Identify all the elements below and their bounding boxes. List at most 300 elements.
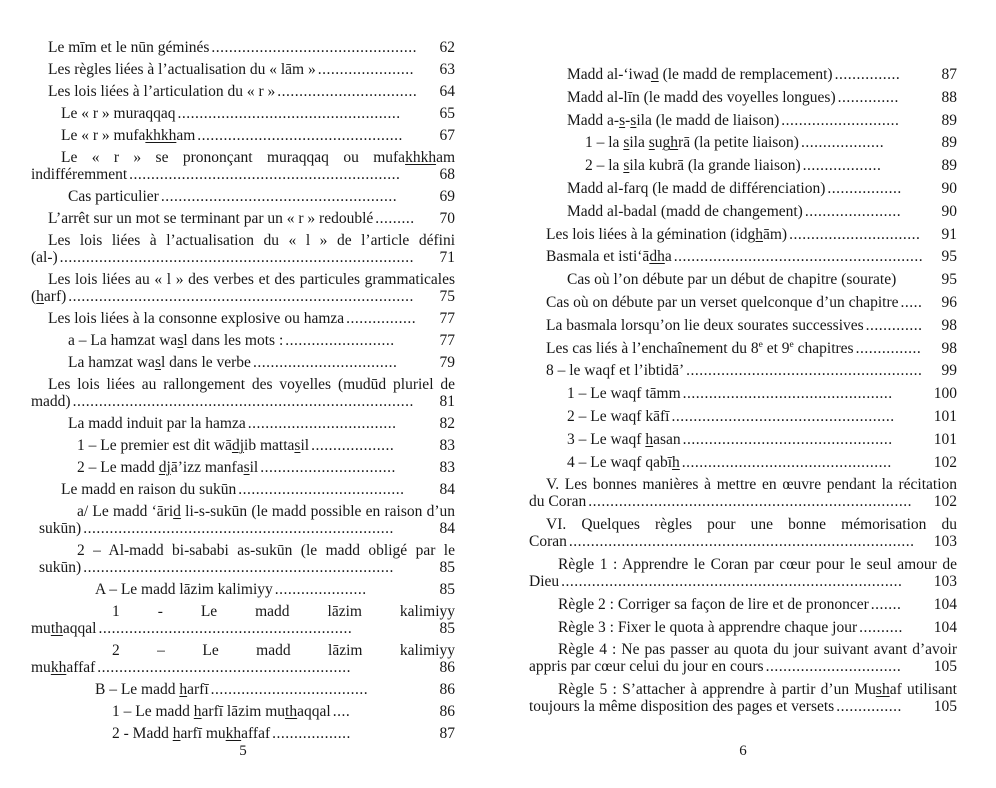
dot-leader: .............................................................. xyxy=(129,166,401,183)
toc-entry xyxy=(31,310,455,327)
text-run: li-s-sukūn (le madd possible en raison d’un sukūn) xyxy=(39,503,455,537)
underlined-transliteration: h xyxy=(193,703,202,720)
toc-entry-page-number: 63 xyxy=(439,61,455,78)
dot-leader: ................................................ xyxy=(681,453,892,471)
toc-entry xyxy=(529,134,957,151)
toc-entry-page-number: 89 xyxy=(941,157,957,175)
underlined-transliteration: khkh xyxy=(145,127,177,144)
toc-entry xyxy=(529,362,957,379)
toc-entry xyxy=(529,294,957,311)
toc-page-left xyxy=(31,0,455,788)
toc-entry-text xyxy=(61,481,236,498)
dot-leader: ............................... xyxy=(765,658,902,676)
dot-leader: ....................................................................... xyxy=(83,559,394,576)
underlined-transliteration: kh xyxy=(225,725,242,742)
toc-entry xyxy=(31,376,455,410)
toc-entry xyxy=(31,459,455,476)
text-run: a/ Le madd ‘āri xyxy=(77,503,174,520)
text-run: ām) xyxy=(762,225,788,243)
toc-entry-text xyxy=(567,454,680,471)
toc-entry-page-number: 98 xyxy=(941,339,957,357)
text-run: Le « r » se prononçant muraqqaq ou mufa xyxy=(61,149,406,166)
text-run: a – La hamzat wa xyxy=(68,332,178,349)
text-run: 2 – Al-madd bi-sababi as-sukūn (le madd obligé par le sukūn) xyxy=(39,542,455,576)
toc-entry-text xyxy=(546,340,854,357)
toc-entry-page-number: 100 xyxy=(933,385,957,403)
dot-leader: ............................................................................... xyxy=(568,533,915,551)
toc-entry-page-number: 70 xyxy=(439,210,455,227)
underlined-transliteration: d xyxy=(173,503,181,520)
underlined-transliteration: gh xyxy=(662,134,679,152)
dot-leader: ................ xyxy=(346,310,417,327)
text-run: Les lois liées à l’articulation du « r » xyxy=(48,83,276,100)
text-run: - xyxy=(625,111,631,129)
toc-entry xyxy=(31,681,455,698)
underlined-transliteration: h xyxy=(672,453,680,471)
text-run: 1 - Le madd lāzim kalimiyy mu xyxy=(31,603,455,637)
text-run: am xyxy=(176,127,196,144)
dot-leader: ........................... xyxy=(781,111,900,129)
dot-leader: ............... xyxy=(834,66,901,83)
text-run: l dans le verbe xyxy=(160,354,251,371)
toc-entry xyxy=(31,149,455,183)
toc-entry-text xyxy=(48,83,275,100)
underlined-transliteration: s xyxy=(623,134,630,152)
text-run: Madd al-‘iwa xyxy=(567,66,651,83)
text-run: L’arrêt sur un mot se terminant par un « r » redoublé xyxy=(48,210,374,227)
toc-entry-page-number: 75 xyxy=(439,288,455,305)
text-run: Cas où l’on débute par un début de chapitre (sourate) xyxy=(567,271,897,289)
underlined-transliteration: s xyxy=(243,459,250,476)
text-run: Les lois liées à la consonne explosive ou hamza xyxy=(48,310,345,327)
text-run: Madd a- xyxy=(567,111,620,129)
toc-entry-page-number: 83 xyxy=(439,437,455,454)
toc-page-right xyxy=(529,0,957,788)
text-run: A – Le madd lāzim kalimiyy xyxy=(95,581,273,598)
toc-entry-page-number: 91 xyxy=(941,225,957,243)
dot-leader: .............................................................................. xyxy=(561,572,903,590)
toc-entry xyxy=(529,641,957,675)
text-run: arf) xyxy=(43,288,67,305)
toc-entry xyxy=(529,226,957,243)
toc-entry xyxy=(529,340,957,357)
toc-entry-text xyxy=(68,354,251,371)
toc-entry-page-number: 85 xyxy=(439,559,455,576)
dot-leader: ....... xyxy=(870,595,902,613)
toc-entry xyxy=(31,232,455,266)
dot-leader: ............................................... xyxy=(211,39,418,56)
toc-entry-text xyxy=(567,408,669,425)
toc-entry-text xyxy=(546,362,684,379)
toc-entry xyxy=(529,89,957,106)
text-run: ib matta xyxy=(244,437,295,454)
toc-entry xyxy=(529,203,957,220)
text-run: af utilisant toujours la même disposition des pages et versets xyxy=(529,681,957,716)
text-run: VI. Quelques règles pour une bonne mémorisation du Coran xyxy=(529,516,957,551)
text-run: Basmala et isti‘ā xyxy=(546,248,650,266)
text-run: arfī lāzim mu xyxy=(201,703,286,720)
dot-leader: ................... xyxy=(311,437,395,454)
toc-entry-page-number: 104 xyxy=(933,595,957,613)
toc-entry-text xyxy=(77,459,258,476)
toc-entry xyxy=(31,354,455,371)
text-run: Les règles liées à l’actualisation du « lām » xyxy=(48,61,316,78)
toc-entry-page-number: 86 xyxy=(439,681,455,698)
dot-leader: ...................................................... xyxy=(160,188,398,205)
toc-entry-text xyxy=(585,157,801,174)
toc-entry-page-number: 86 xyxy=(439,703,455,720)
text-run: 2 - Madd xyxy=(112,725,173,742)
text-run: ila xyxy=(629,134,649,152)
toc-entry-page-number: 77 xyxy=(439,332,455,349)
text-run: La madd induit par la hamza xyxy=(68,415,246,432)
toc-entry-page-number: 85 xyxy=(439,581,455,598)
toc-entry-page-number: 105 xyxy=(933,658,957,676)
underlined-transliteration: h xyxy=(36,288,44,305)
dot-leader: ..................... xyxy=(274,581,367,598)
toc-entry-text xyxy=(61,105,176,122)
text-run: chapitres xyxy=(793,339,854,357)
text-run: B – Le madd xyxy=(95,681,180,698)
text-run: 3 – Le waqf xyxy=(567,430,646,448)
underlined-transliteration: d xyxy=(650,66,659,83)
toc-entry-text xyxy=(585,134,799,151)
underlined-transliteration: s xyxy=(294,437,301,454)
toc-entry-text xyxy=(567,66,833,83)
underlined-transliteration: s xyxy=(648,134,655,152)
dot-leader: .......................................................... xyxy=(97,659,352,676)
dot-leader: ................................ xyxy=(277,83,418,100)
toc-entry-text xyxy=(567,112,779,129)
dot-leader: ...................... xyxy=(317,61,414,78)
dot-leader: ................................................................................. xyxy=(59,249,415,266)
toc-entry xyxy=(529,66,957,83)
toc-entry-text xyxy=(95,581,273,598)
toc-entry xyxy=(31,581,455,598)
toc-entry-page-number: 95 xyxy=(941,271,957,289)
toc-entry-text xyxy=(558,596,869,613)
underlined-transliteration: th xyxy=(285,703,298,720)
toc-entry-page-number: 95 xyxy=(941,248,957,266)
toc-entry xyxy=(529,271,957,288)
toc-entry xyxy=(31,437,455,454)
dot-leader: ............... xyxy=(855,339,922,357)
dot-leader: ................................. xyxy=(252,354,398,371)
text-run: Règle 1 : Apprendre le Coran par cœur pour le seul amour de Dieu xyxy=(529,555,957,590)
text-run: il xyxy=(300,437,310,454)
toc-entry-page-number: 67 xyxy=(439,127,455,144)
dot-leader: .............................. xyxy=(789,225,921,243)
text-run: La hamzat wa xyxy=(68,354,155,371)
text-run: Cas où on débute par un verset quelconque d’un chapitre xyxy=(546,293,899,311)
dot-leader: ................. xyxy=(827,179,902,197)
toc-entry-text xyxy=(567,271,896,288)
toc-entry xyxy=(31,542,455,576)
text-run: Règle 3 : Fixer le quota à apprendre chaque jour xyxy=(558,618,858,636)
dot-leader: ............................... xyxy=(260,459,396,476)
toc-entry-text xyxy=(112,725,270,742)
toc-entry xyxy=(31,415,455,432)
text-run: Le « r » mufa xyxy=(61,127,146,144)
toc-entry xyxy=(31,725,455,742)
text-run: V. Les bonnes manières à mettre en œuvre pendant la récitation du Coran xyxy=(529,476,957,511)
toc-entry-page-number: 101 xyxy=(933,407,957,425)
underlined-transliteration: s xyxy=(623,157,630,175)
underlined-transliteration: h xyxy=(645,430,654,448)
text-run: l dans les mots : xyxy=(183,332,284,349)
dot-leader: ..... xyxy=(900,293,923,311)
dot-leader: .................................... xyxy=(210,681,369,698)
toc-entry-page-number: 102 xyxy=(933,453,957,471)
dot-leader: .......................................................... xyxy=(98,620,353,637)
text-run: 8 – le waqf et l’ibtidā’ xyxy=(546,362,685,380)
toc-entry-page-number: 83 xyxy=(439,459,455,476)
toc-entry-text xyxy=(567,431,681,448)
toc-entry-page-number: 62 xyxy=(439,39,455,56)
toc-entry-page-number: 105 xyxy=(933,698,957,716)
toc-entry xyxy=(31,332,455,349)
toc-entry xyxy=(31,271,455,305)
toc-entry xyxy=(529,454,957,471)
toc-entry xyxy=(31,603,455,637)
text-run: Les lois liées au rallongement des voyelles (mudūd pluriel de madd) xyxy=(31,376,455,410)
dot-leader: .................. xyxy=(802,157,882,175)
dot-leader: ................................................ xyxy=(682,430,893,448)
toc-entry-page-number: 79 xyxy=(439,354,455,371)
toc-entry-page-number: 103 xyxy=(933,572,957,590)
toc-entry-page-number: 87 xyxy=(941,66,957,83)
dot-leader: ...................... xyxy=(804,202,902,220)
text-run: affaf xyxy=(241,725,271,742)
toc-entry-page-number: 85 xyxy=(439,620,455,637)
dot-leader: ............... xyxy=(836,698,902,716)
text-run: a xyxy=(664,248,672,266)
dot-leader: .......... xyxy=(859,618,903,636)
toc-entry xyxy=(529,248,957,265)
toc-entry xyxy=(31,61,455,78)
toc-entry-text xyxy=(48,310,344,327)
toc-entry xyxy=(529,408,957,425)
text-run: 4 – Le waqf qabī xyxy=(567,453,673,471)
text-run: 1 – Le premier est dit wā xyxy=(77,437,232,454)
dot-leader xyxy=(896,271,898,288)
text-run: Le mīm et le nūn géminés xyxy=(48,39,210,56)
underlined-transliteration: s xyxy=(154,354,161,371)
text-run: arfī mu xyxy=(180,725,226,742)
dot-leader: ................................................... xyxy=(671,407,895,425)
toc-entry-text xyxy=(68,188,159,205)
text-run: 1 – Le madd xyxy=(112,703,194,720)
toc-entry-text xyxy=(567,89,836,106)
text-run: 2 – Le madd xyxy=(77,459,159,476)
toc-entry xyxy=(529,596,957,613)
text-run: il xyxy=(249,459,259,476)
text-run: asan xyxy=(653,430,681,448)
toc-entry xyxy=(529,112,957,129)
toc-entry-text xyxy=(112,703,331,720)
toc-entry xyxy=(31,481,455,498)
toc-entry-text xyxy=(48,210,373,227)
text-run: 2 – Le madd lāzim kalimiyy mu xyxy=(31,642,455,676)
dot-leader: ................................................ xyxy=(682,385,893,403)
toc-entry-page-number: 89 xyxy=(941,111,957,129)
toc-entry-page-number: 96 xyxy=(941,293,957,311)
toc-entry-page-number: 104 xyxy=(933,618,957,636)
toc-entry-text xyxy=(68,415,246,432)
toc-entry xyxy=(31,703,455,720)
text-run: Règle 2 : Corriger sa façon de lire et de prononcer xyxy=(558,595,869,613)
toc-entry-text xyxy=(558,619,857,636)
toc-entry-page-number: 77 xyxy=(439,310,455,327)
toc-entry-page-number: 64 xyxy=(439,83,455,100)
toc-entry-page-number: 99 xyxy=(941,362,957,380)
toc-entry-text xyxy=(77,437,309,454)
toc-entry xyxy=(31,105,455,122)
dot-leader: ......................... xyxy=(285,332,395,349)
text-run: Les lois liées au « l » des verbes et des particules grammaticales ( xyxy=(31,271,455,305)
toc-entry xyxy=(31,83,455,100)
text-run: 2 – la xyxy=(585,157,624,175)
toc-entry xyxy=(529,385,957,402)
underlined-transliteration: dj xyxy=(231,437,245,454)
toc-entry xyxy=(31,127,455,144)
dot-leader: .................. xyxy=(272,725,351,742)
toc-entry-text xyxy=(546,294,899,311)
text-run: ā’izz manfa xyxy=(170,459,244,476)
text-run: Madd al-badal (madd de changement) xyxy=(567,202,803,220)
text-run: aqqal xyxy=(297,703,331,720)
toc-entry-page-number: 84 xyxy=(439,520,455,537)
toc-entry-text xyxy=(567,180,825,197)
text-run: 2 – Le waqf kāfī xyxy=(567,407,670,425)
toc-entry-page-number: 103 xyxy=(933,533,957,551)
dot-leader: ................................................... xyxy=(177,105,401,122)
underlined-transliteration: s xyxy=(619,111,626,129)
dot-leader: ......... xyxy=(375,210,415,227)
text-run: Règle 5 : S’attacher à apprendre à partir d’un Mu xyxy=(558,681,876,699)
toc-entry-text xyxy=(61,127,195,144)
text-run: 1 – la xyxy=(585,134,624,152)
text-run: (le madd de remplacement) xyxy=(658,66,833,83)
toc-entry xyxy=(529,157,957,174)
dot-leader: ................... xyxy=(800,134,885,152)
text-run: u xyxy=(654,134,663,152)
underlined-transliteration: gh xyxy=(747,225,763,243)
folio-right: 6 xyxy=(739,743,747,759)
toc-entry xyxy=(31,642,455,676)
dot-leader: ............................................... xyxy=(197,127,403,144)
toc-entry-text xyxy=(546,317,864,334)
underlined-transliteration: s xyxy=(177,332,184,349)
toc-entry-page-number: 88 xyxy=(941,88,957,106)
toc-entry-page-number: 71 xyxy=(439,249,455,266)
toc-entry-page-number: 84 xyxy=(439,481,455,498)
toc-entry-page-number: 69 xyxy=(439,188,455,205)
folio-left: 5 xyxy=(239,743,247,759)
toc-entry-text xyxy=(48,61,316,78)
dot-leader: .............. xyxy=(837,88,899,106)
toc-entry-page-number: 98 xyxy=(941,316,957,334)
dot-leader: .... xyxy=(332,703,351,720)
toc-entry-text xyxy=(567,385,681,402)
toc-entry xyxy=(31,39,455,56)
superscript: e xyxy=(758,339,763,350)
toc-entry-page-number: 68 xyxy=(439,166,455,183)
toc-entry-page-number: 86 xyxy=(439,659,455,676)
toc-entry-text xyxy=(95,681,209,698)
underlined-transliteration: s xyxy=(630,111,637,129)
toc-entry xyxy=(529,681,957,715)
toc-entry-page-number: 65 xyxy=(439,105,455,122)
dot-leader: .............................................................................. xyxy=(72,393,414,410)
toc-entry xyxy=(529,516,957,550)
toc-entry-page-number: 102 xyxy=(933,493,957,511)
text-run: Le « r » muraqqaq xyxy=(61,105,176,122)
toc-entry-page-number: 89 xyxy=(941,134,957,152)
underlined-transliteration: dj xyxy=(158,459,171,476)
toc-list-left xyxy=(31,39,455,747)
dot-leader: ...................................................... xyxy=(686,362,923,380)
dot-leader: ...................................... xyxy=(238,481,405,498)
toc-entry xyxy=(529,317,957,334)
toc-entry-text xyxy=(546,248,672,265)
text-run: aqqal xyxy=(62,620,97,637)
text-run: affaf xyxy=(66,659,96,676)
underlined-transliteration: kh xyxy=(50,659,67,676)
text-run: La basmala lorsqu’on lie deux sourates successives xyxy=(546,316,864,334)
dot-leader: .................................. xyxy=(247,415,397,432)
dot-leader: ............. xyxy=(865,316,923,334)
text-run: Les lois liées à la gémination (id xyxy=(546,225,748,243)
text-run: Le madd en raison du sukūn xyxy=(61,481,237,498)
underlined-transliteration: th xyxy=(50,620,63,637)
toc-entry xyxy=(31,188,455,205)
toc-list-right xyxy=(529,66,957,721)
text-run: Madd al-līn (le madd des voyelles longues) xyxy=(567,88,836,106)
toc-entry-page-number: 90 xyxy=(941,179,957,197)
text-run: ila kubrā (la grande liaison) xyxy=(629,157,801,175)
toc-entry-page-number: 81 xyxy=(439,393,455,410)
text-run: am indifféremment xyxy=(31,149,455,183)
text-run: arfī xyxy=(187,681,209,698)
dot-leader: ....................................................................... xyxy=(83,520,394,537)
text-run: rā (la petite liaison) xyxy=(678,134,799,152)
text-run: 1 – Le waqf tāmm xyxy=(567,385,681,403)
underlined-transliteration: sh xyxy=(875,681,890,699)
superscript: e xyxy=(789,339,794,350)
toc-entry xyxy=(529,476,957,510)
toc-entry xyxy=(31,503,455,537)
toc-entry-page-number: 101 xyxy=(933,430,957,448)
dot-leader: .......................................................................... xyxy=(588,493,913,511)
toc-entry-page-number: 90 xyxy=(941,202,957,220)
text-run: Règle 4 : Ne pas passer au quota du jour suivant avant d’avoir appris par cœur celui du jour en cours xyxy=(529,641,957,676)
toc-entry-text xyxy=(546,226,787,243)
underlined-transliteration: dh xyxy=(649,248,665,266)
toc-entry xyxy=(529,431,957,448)
text-run: ila (le madd de liaison) xyxy=(636,111,780,129)
toc-entry-text xyxy=(48,39,209,56)
toc-entry xyxy=(529,180,957,197)
toc-entry-page-number: 82 xyxy=(439,415,455,432)
toc-entry-page-number: 87 xyxy=(439,725,455,742)
toc-entry xyxy=(529,556,957,590)
toc-entry-text xyxy=(68,332,283,349)
underlined-transliteration: h xyxy=(172,725,181,742)
toc-entry-text xyxy=(567,203,803,220)
text-run: Les cas liés à l’enchaînement du 8 xyxy=(546,339,759,357)
text-run: et 9 xyxy=(762,339,790,357)
